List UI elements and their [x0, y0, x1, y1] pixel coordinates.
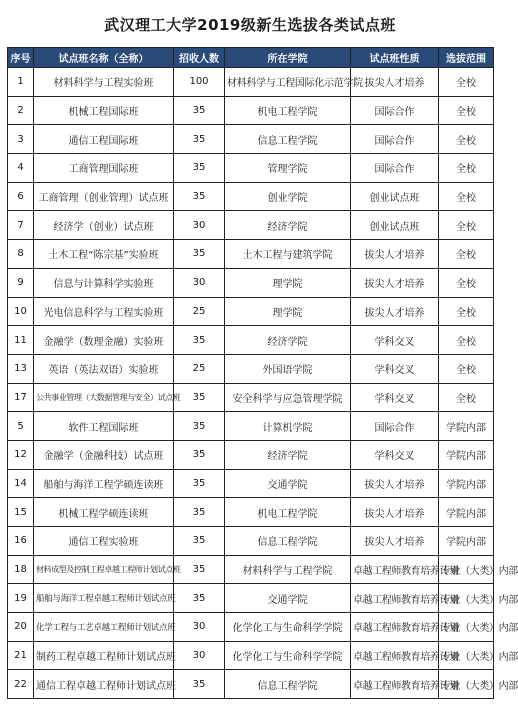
cell-count: 35: [174, 96, 225, 125]
table-row: [8, 412, 494, 441]
cell-scope: 专业（大类）内部: [439, 555, 494, 584]
cell-count: 30: [174, 211, 225, 240]
cell-count: 35: [174, 125, 225, 154]
cell-college: 理学院: [225, 268, 351, 297]
cell-nature: 学科交叉: [351, 440, 439, 469]
cell-scope: 全校: [439, 96, 494, 125]
cell-name: 机械工程国际班: [34, 96, 174, 125]
cell-college: 计算机学院: [225, 412, 351, 441]
table-row: [8, 268, 494, 297]
cell-count: 35: [174, 527, 225, 556]
cell-no: 22: [8, 670, 34, 699]
cell-count: 35: [174, 469, 225, 498]
table-row: [8, 555, 494, 584]
cell-nature: 国际合作: [351, 412, 439, 441]
table-row: [8, 354, 494, 383]
cell-name: 材料成型及控制工程卓越工程师计划试点班: [34, 555, 174, 584]
cell-name: 船舶与海洋工程卓越工程师计划试点班: [34, 584, 174, 613]
cell-scope: 学院内部: [439, 412, 494, 441]
cell-no: 16: [8, 527, 34, 556]
cell-college: 化学化工与生命科学学院: [225, 641, 351, 670]
pilot-class-table: [7, 47, 518, 699]
table-row: [8, 240, 494, 269]
cell-scope: 全校: [439, 326, 494, 355]
cell-count: 35: [174, 326, 225, 355]
cell-nature: 拔尖人才培养: [351, 469, 439, 498]
cell-scope: 全校: [439, 182, 494, 211]
cell-name: 经济学（创业）试点班: [34, 211, 174, 240]
cell-count: 35: [174, 670, 225, 699]
cell-scope: 全校: [439, 125, 494, 154]
cell-name: 工商管理国际班: [34, 154, 174, 183]
cell-nature: 学科交叉: [351, 354, 439, 383]
cell-count: 30: [174, 613, 225, 642]
cell-name: 通信工程国际班: [34, 125, 174, 154]
cell-scope: 学院内部: [439, 440, 494, 469]
cell-scope: 全校: [439, 68, 494, 97]
cell-count: 25: [174, 297, 225, 326]
table-row: [8, 154, 494, 183]
cell-count: 35: [174, 584, 225, 613]
cell-count: 35: [174, 498, 225, 527]
table-row: [8, 383, 494, 412]
table-row: [8, 96, 494, 125]
cell-nature: 卓越工程师教育培养计划: [351, 670, 439, 699]
cell-no: 10: [8, 297, 34, 326]
cell-college: 管理学院: [225, 154, 351, 183]
cell-count: 35: [174, 555, 225, 584]
document-title: 武汉理工大学2019级新生选拔各类试点班: [104, 16, 396, 34]
cell-name: 船舶与海洋工程学硕连读班: [34, 469, 174, 498]
cell-name: 材料科学与工程实验班: [34, 68, 174, 97]
cell-name: 金融学（金融科技）试点班: [34, 440, 174, 469]
table-row: [8, 670, 494, 699]
cell-name: 机械工程学硕连读班: [34, 498, 174, 527]
cell-count: 100: [174, 68, 225, 97]
cell-scope: 全校: [439, 383, 494, 412]
cell-no: 21: [8, 641, 34, 670]
cell-college: 交通学院: [225, 469, 351, 498]
header-nature: 试点班性质: [351, 48, 439, 68]
cell-scope: 全校: [439, 354, 494, 383]
header-name: 试点班名称（全称）: [34, 48, 174, 68]
cell-college: 经济学院: [225, 211, 351, 240]
cell-no: 2: [8, 96, 34, 125]
cell-scope: 专业（大类）内部: [439, 670, 494, 699]
table-row: [8, 469, 494, 498]
cell-count: 35: [174, 440, 225, 469]
cell-college: 创业学院: [225, 182, 351, 211]
cell-college: 机电工程学院: [225, 96, 351, 125]
cell-nature: 拔尖人才培养: [351, 268, 439, 297]
cell-name: 土木工程“陈宗基”实验班: [34, 240, 174, 269]
cell-no: 17: [8, 383, 34, 412]
cell-scope: 学院内部: [439, 498, 494, 527]
header-scope: 选拔范围: [439, 48, 494, 68]
cell-name: 通信工程实验班: [34, 527, 174, 556]
cell-no: 11: [8, 326, 34, 355]
cell-count: 35: [174, 154, 225, 183]
cell-no: 7: [8, 211, 34, 240]
cell-count: 30: [174, 268, 225, 297]
cell-nature: 卓越工程师教育培养计划: [351, 641, 439, 670]
cell-count: 35: [174, 383, 225, 412]
table-row: [8, 211, 494, 240]
cell-college: 土木工程与建筑学院: [225, 240, 351, 269]
cell-count: 35: [174, 182, 225, 211]
cell-scope: 全校: [439, 211, 494, 240]
cell-name: 信息与计算科学实验班: [34, 268, 174, 297]
cell-no: 4: [8, 154, 34, 183]
cell-no: 12: [8, 440, 34, 469]
table-row: [8, 440, 494, 469]
cell-no: 8: [8, 240, 34, 269]
cell-scope: 全校: [439, 240, 494, 269]
table-header-row: [8, 48, 494, 68]
cell-count: 30: [174, 641, 225, 670]
cell-count: 35: [174, 412, 225, 441]
table-row: [8, 68, 494, 97]
cell-nature: 国际合作: [351, 125, 439, 154]
cell-college: 材料科学与工程国际化示范学院: [225, 68, 351, 97]
cell-nature: 卓越工程师教育培养计划: [351, 584, 439, 613]
table-row: [8, 326, 494, 355]
cell-scope: 专业（大类）内部: [439, 641, 494, 670]
cell-nature: 国际合作: [351, 154, 439, 183]
cell-no: 19: [8, 584, 34, 613]
cell-college: 信息工程学院: [225, 670, 351, 699]
cell-no: 6: [8, 182, 34, 211]
cell-name: 化学工程与工艺卓越工程师计划试点班: [34, 613, 174, 642]
cell-nature: 创业试点班: [351, 182, 439, 211]
cell-name: 通信工程卓越工程师计划试点班: [34, 670, 174, 699]
cell-no: 5: [8, 412, 34, 441]
header-college: 所在学院: [225, 48, 351, 68]
cell-nature: 卓越工程师教育培养计划: [351, 555, 439, 584]
cell-nature: 拔尖人才培养: [351, 297, 439, 326]
header-no: 序号: [8, 48, 34, 68]
table-row: [8, 584, 494, 613]
table-body: [8, 68, 518, 699]
cell-name: 工商管理（创业管理）试点班: [34, 182, 174, 211]
cell-college: 材料科学与工程学院: [225, 555, 351, 584]
table-row: [8, 498, 494, 527]
cell-no: 15: [8, 498, 34, 527]
cell-nature: 学科交叉: [351, 326, 439, 355]
cell-scope: 全校: [439, 268, 494, 297]
cell-no: 13: [8, 354, 34, 383]
cell-no: 3: [8, 125, 34, 154]
cell-no: 20: [8, 613, 34, 642]
cell-name: 制药工程卓越工程师计划试点班: [34, 641, 174, 670]
table-row: [8, 613, 494, 642]
cell-nature: 拔尖人才培养: [351, 68, 439, 97]
cell-scope: 专业（大类）内部: [439, 584, 494, 613]
cell-scope: 全校: [439, 154, 494, 183]
cell-no: 1: [8, 68, 34, 97]
cell-nature: 学科交叉: [351, 383, 439, 412]
cell-nature: 拔尖人才培养: [351, 527, 439, 556]
cell-no: 9: [8, 268, 34, 297]
cell-no: 14: [8, 469, 34, 498]
cell-name: 软件工程国际班: [34, 412, 174, 441]
cell-college: 信息工程学院: [225, 527, 351, 556]
table-row: [8, 297, 494, 326]
table-row: [8, 125, 494, 154]
cell-count: 35: [174, 240, 225, 269]
cell-name: 公共事业管理（大数据管理与安全）试点班: [34, 383, 174, 412]
cell-scope: 专业（大类）内部: [439, 613, 494, 642]
cell-college: 机电工程学院: [225, 498, 351, 527]
cell-college: 外国语学院: [225, 354, 351, 383]
table-row: [8, 641, 494, 670]
cell-college: 安全科学与应急管理学院: [225, 383, 351, 412]
table-row: [8, 182, 494, 211]
cell-nature: 卓越工程师教育培养计划: [351, 613, 439, 642]
cell-nature: 国际合作: [351, 96, 439, 125]
cell-college: 交通学院: [225, 584, 351, 613]
cell-name: 金融学（数理金融）实验班: [34, 326, 174, 355]
cell-count: 25: [174, 354, 225, 383]
cell-nature: 创业试点班: [351, 211, 439, 240]
cell-scope: 学院内部: [439, 469, 494, 498]
cell-name: 英语（英法双语）实验班: [34, 354, 174, 383]
cell-nature: 拔尖人才培养: [351, 240, 439, 269]
cell-name: 光电信息科学与工程实验班: [34, 297, 174, 326]
header-count: 招收人数: [174, 48, 225, 68]
cell-no: 18: [8, 555, 34, 584]
cell-nature: 拔尖人才培养: [351, 498, 439, 527]
cell-college: 信息工程学院: [225, 125, 351, 154]
cell-scope: 全校: [439, 297, 494, 326]
cell-college: 理学院: [225, 297, 351, 326]
table-row: [8, 527, 494, 556]
cell-college: 经济学院: [225, 440, 351, 469]
cell-scope: 学院内部: [439, 527, 494, 556]
cell-college: 经济学院: [225, 326, 351, 355]
cell-college: 化学化工与生命科学学院: [225, 613, 351, 642]
